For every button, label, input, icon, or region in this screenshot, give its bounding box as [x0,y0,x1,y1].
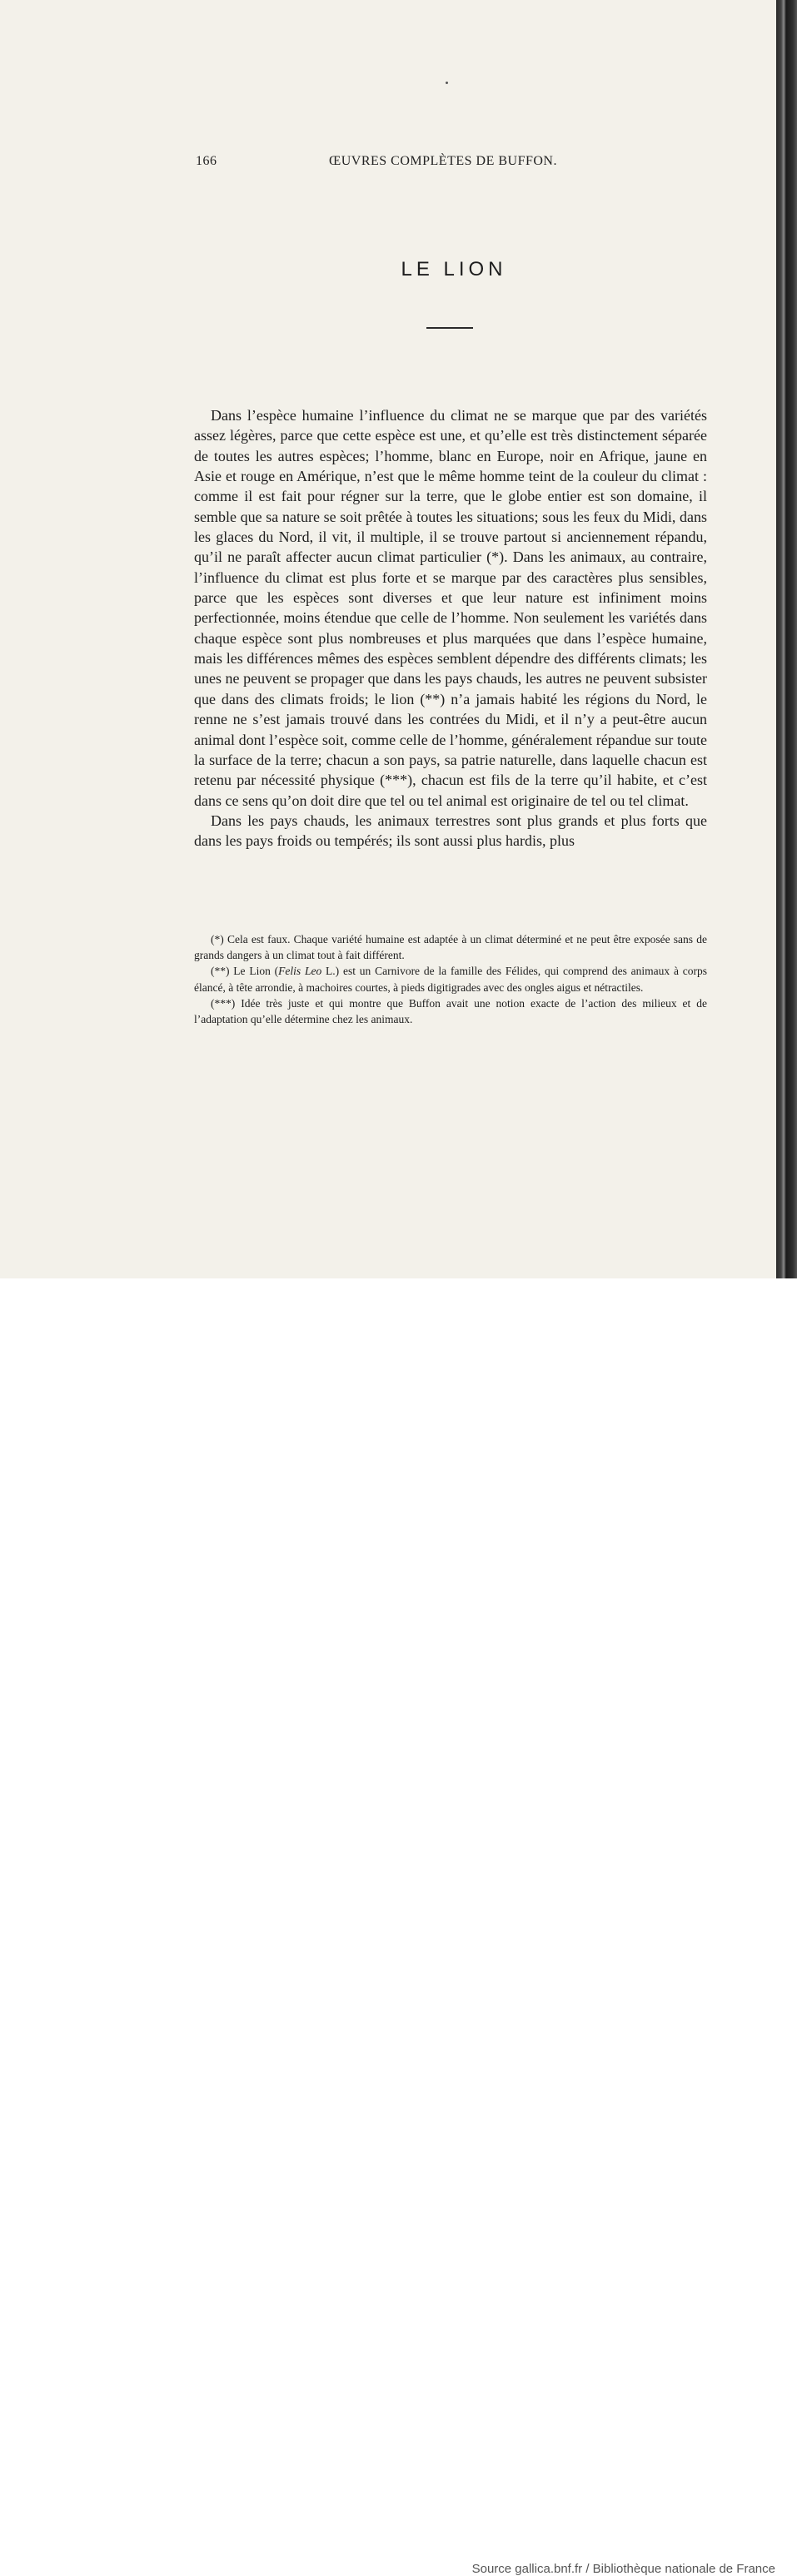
title-rule [426,327,473,329]
footnote-2 [194,963,707,995]
book-spine-edge [776,0,797,1278]
running-head [196,154,579,174]
footnote-2-start: (**) Le Lion ( [211,965,279,978]
body-text [194,405,707,851]
page-number: 166 [196,154,217,168]
footnote-1: (*) Cela est faux. Chaque variété humaine est adaptée à un climat déterminé et ne peut être exposée sans de grands dangers à un climat tout à fait différent. [194,933,707,962]
running-title: ŒUVRES COMPLÈTES DE BUFFON. [329,154,557,168]
footnote-3: (***) Idée très juste et qui montre que Buffon avait une notion exacte de l’action des milieux et de l’adaptation qu’elle détermine chez les animaux. [194,996,707,1026]
paragraph-1: Dans l’espèce humaine l’influence du climat ne se marque que par des variétés assez légères, parce que cette espèce est une, et qu’elle est très distinctement séparée de toutes les autres espèces; l’homme, blanc en Europe, noir en Afrique, jaune en Asie et rouge en Amérique, n’est que le même homme teint de la couleur du climat : comme il est fait pour régner sur la terre, que le globe entier est son domaine, il semble que sa nature se soit prêtée à toutes les situations; sous les feux du Midi, dans les glaces du Nord, il vit, il multiple, il se trouve partout si anciennement répandu, qu’il ne paraît affecter aucun climat particulier (*). Dans les animaux, au contraire, l’influence du climat est plus forte et se marque par des caractères plus sensibles, parce que les espèces sont diverses et que leur nature est infiniment moins perfectionnée, moins étendue que celle de l’homme. Non seulement les variétés dans chaque espèce sont plus nombreuses et plus marquées que dans l’espèce humaine, mais les différences mêmes des espèces semblent dépendre des différents climats; les unes ne peuvent se propager que dans les pays chauds, les autres ne peuvent subsister que dans des climats froids; le lion (**) n’a jamais habité les régions du Nord, le renne ne s’est jamais trouvé dans les contrées du Midi, et il n’y a peut-être aucun animal dont l’espèce soit, comme celle de l’homme, généralement répandue sur toute la surface de la terre; chacun a son pays, sa patrie naturelle, dans laquelle chacun est retenu par nécessité physique (***), chacun est fils de la terre qu’il habite, et c’est dans ce sens qu’on doit dire que tel ou tel animal est originaire de tel ou tel climat. [194,407,707,809]
scanned-page [0,0,776,1278]
footer-bar [0,1278,797,2576]
source-credit: Source gallica.bnf.fr / Bibliothèque nationale de France [471,2562,775,2576]
footnotes [194,931,707,1027]
footnote-2-species: Felis Leo [278,965,322,978]
footnote-2-end: L.) est un Carnivore de la famille des Félides, qui comprend des animaux à corps élancé, à tête arrondie, à machoires courtes, à pieds digitigrades avec des ongles aigus et nétractiles. [194,965,707,994]
paragraph-2: Dans les pays chauds, les animaux terrestres sont plus grands et plus forts que dans les pays froids ou tempérés; ils sont aussi plus hardis, plus [194,812,707,850]
chapter-title: LE LION [401,258,507,280]
ink-speck [446,82,448,84]
